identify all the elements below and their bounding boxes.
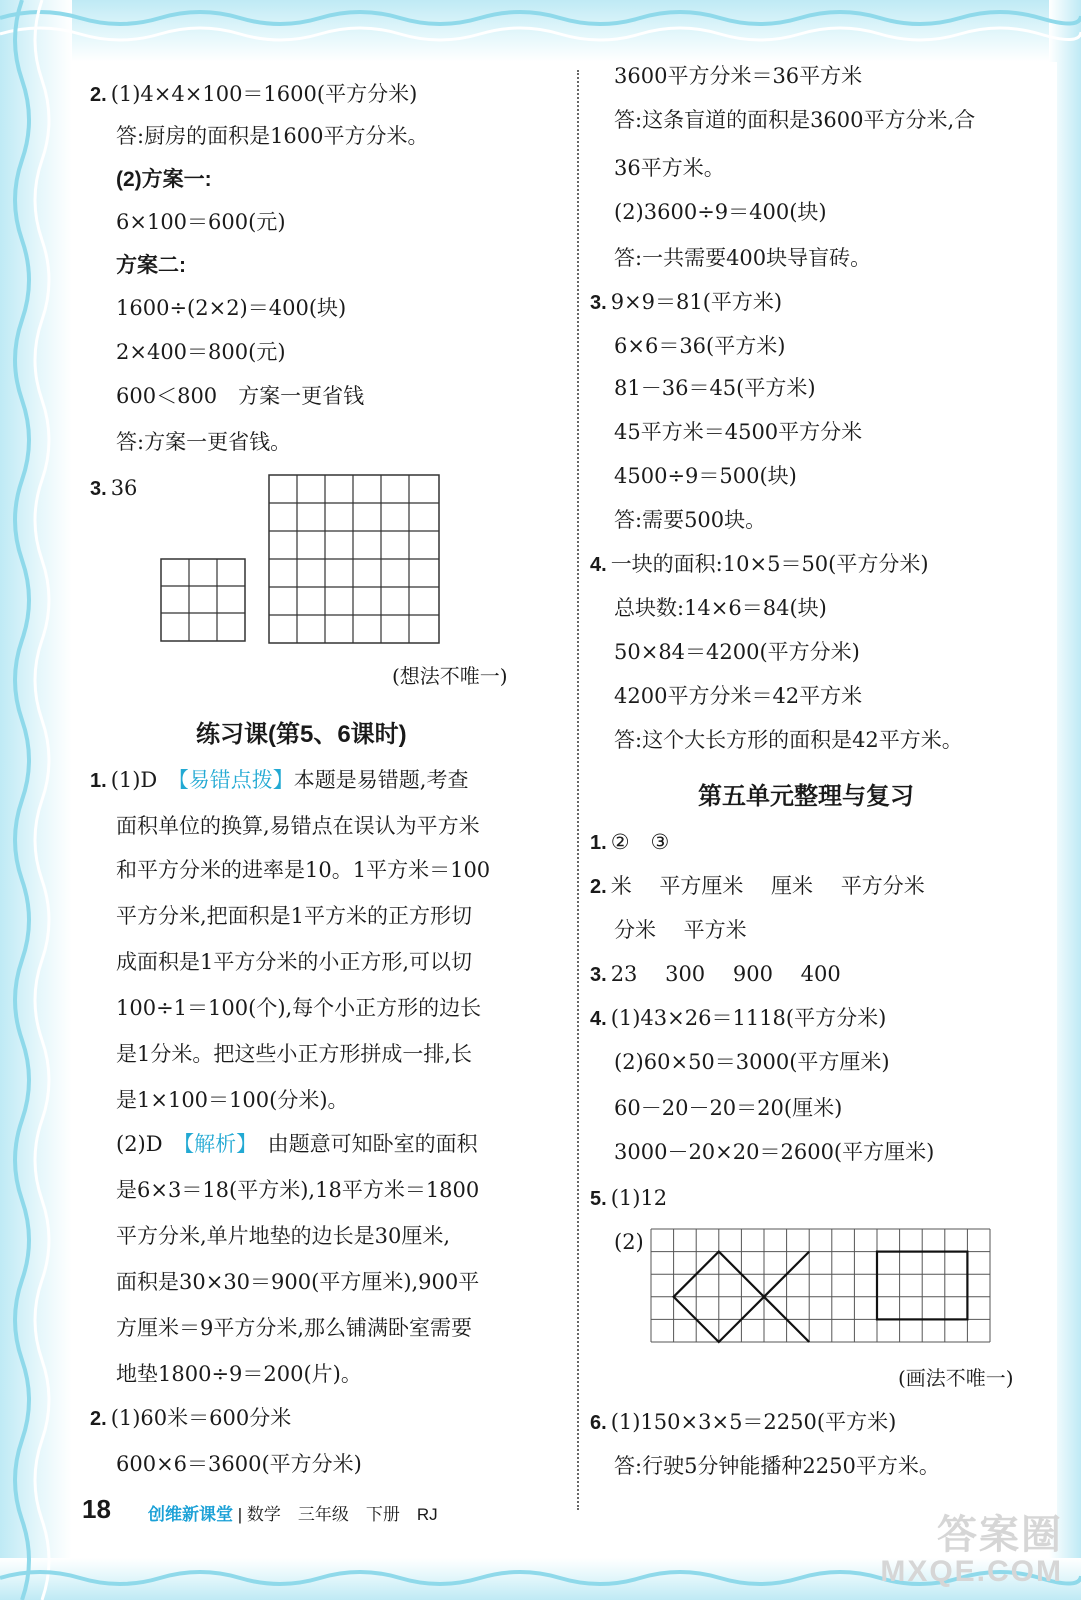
left-q2-line2: 答:厨房的面积是1600平方分米。 xyxy=(116,124,429,148)
right-q3-line2: 6×6＝36(平方米) xyxy=(614,334,786,358)
answer-text: (1)60米＝600分米 xyxy=(110,1406,292,1430)
right-line4: (2)3600÷9＝400(块) xyxy=(614,200,827,224)
right-q4-line4: 4200平方分米＝42平方米 xyxy=(614,684,863,708)
left-q2-line6: 1600÷(2×2)＝400(块) xyxy=(116,296,347,320)
right-s6-line1 xyxy=(590,1408,896,1437)
left-p1-line13: 方厘米＝9平方分米,那么铺满卧室需要 xyxy=(116,1316,473,1340)
right-q4-line5: 答:这个大长方形的面积是42平方米。 xyxy=(614,728,963,752)
left-q2-line3: (2)方案一: xyxy=(116,168,212,191)
right-s4-line2: (2)60×50＝3000(平方厘米) xyxy=(614,1050,890,1074)
left-p1-line5: 成面积是1平方分米的小正方形,可以切 xyxy=(116,950,473,974)
answer-text: ② ③ xyxy=(610,830,670,854)
footer-info: 创维新课堂 | 数学 三年级 下册 RJ xyxy=(148,1505,438,1524)
left-p1-line6: 100÷1＝100(个),每个小正方形的边长 xyxy=(116,996,482,1020)
question-number: 2. xyxy=(90,84,107,106)
question-number: 2. xyxy=(590,876,607,898)
answer-text: (1)4×4×100＝1600(平方分米) xyxy=(110,82,418,106)
large-square-grid-diagram xyxy=(268,474,440,644)
page-number: 18 xyxy=(82,1494,111,1524)
right-s3-line1 xyxy=(590,960,841,989)
left-p1-line10: 是6×3＝18(平方米),18平方米＝1800 xyxy=(116,1178,480,1202)
right-s5-line2: (2) xyxy=(614,1230,644,1254)
left-p1-line3: 和平方分米的进率是10。1平方米＝100 xyxy=(116,858,491,882)
left-q2-line5: 方案二: xyxy=(116,254,186,277)
left-q3-note: (想法不唯一) xyxy=(392,664,508,688)
shape-drawing-grid xyxy=(650,1228,990,1342)
right-line1: 3600平方分米＝36平方米 xyxy=(614,64,863,88)
right-s4-line4: 3000－20×20＝2600(平方厘米) xyxy=(614,1140,935,1164)
right-q4-line3: 50×84＝4200(平方分米) xyxy=(614,640,860,664)
answer-text: 36 xyxy=(110,476,138,500)
left-p1-line1 xyxy=(90,766,468,795)
right-s5-line1 xyxy=(590,1184,667,1213)
answer-text: 9×9＝81(平方米) xyxy=(610,290,783,314)
question-number: 2. xyxy=(90,1408,107,1430)
column-divider xyxy=(577,70,579,1510)
question-number: 1. xyxy=(90,770,107,792)
book-info: 数学 三年级 下册 RJ xyxy=(246,1505,438,1524)
question-number: 5. xyxy=(590,1188,607,1210)
left-q2-line9: 答:方案一更省钱。 xyxy=(116,430,292,454)
right-q3-line4: 45平方米＝4500平方分米 xyxy=(614,420,863,444)
left-p1-line2: 面积单位的换算,易错点在误认为平方米 xyxy=(116,814,480,838)
left-q2-line1 xyxy=(90,80,417,109)
answer-choice: (1)D xyxy=(110,768,158,792)
question-number: 4. xyxy=(590,554,607,576)
right-line2: 答:这条盲道的面积是3600平方分米,合 xyxy=(614,108,976,132)
answer-text: (1)150×3×5＝2250(平方米) xyxy=(610,1410,897,1434)
tip-tag: 【易错点拨】 xyxy=(178,769,294,792)
watermark xyxy=(880,1514,1063,1588)
left-p2-line1 xyxy=(90,1404,291,1433)
right-s6-line2: 答:行驶5分钟能播种2250平方米。 xyxy=(614,1454,940,1478)
right-s2-line2: 分米 平方米 xyxy=(614,918,747,942)
right-s4-line3: 60－20－20＝20(厘米) xyxy=(614,1096,843,1120)
left-p1-line7: 是1分米。把这些小正方形拼成一排,长 xyxy=(116,1042,473,1066)
left-p1-line12: 面积是30×30＝900(平方厘米),900平 xyxy=(116,1270,480,1294)
left-q3-line1 xyxy=(90,474,137,503)
right-q3-line6: 答:需要500块。 xyxy=(614,508,767,532)
answer-text: (1)12 xyxy=(610,1186,668,1210)
small-square-grid-diagram xyxy=(160,558,246,642)
answer-text: (1)43×26＝1118(平方分米) xyxy=(610,1006,887,1030)
brand-name: 创维新课堂 xyxy=(148,1505,233,1524)
answer-text: 本题是易错题,考查 xyxy=(293,768,469,792)
right-line3: 36平方米。 xyxy=(614,156,725,180)
right-q3-line1 xyxy=(590,288,782,317)
left-q2-line7: 2×400＝800(元) xyxy=(116,340,286,364)
question-number: 3. xyxy=(90,478,107,500)
right-s4-line1 xyxy=(590,1004,886,1033)
left-q2-line4: 6×100＝600(元) xyxy=(116,210,286,234)
right-q4-line1 xyxy=(590,550,929,579)
answer-text: 23 300 900 400 xyxy=(610,962,841,986)
answer-text: 由题意可知卧室的面积 xyxy=(267,1132,478,1156)
question-number: 4. xyxy=(590,1008,607,1030)
right-s1-line1 xyxy=(590,828,669,857)
left-p1-line4: 平方分米,把面积是1平方米的正方形切 xyxy=(116,904,473,928)
watermark-line1: 答案圈 xyxy=(937,1513,1063,1557)
right-q3-line3: 81－36＝45(平方米) xyxy=(614,376,816,400)
left-p2-line2: 600×6＝3600(平方分米) xyxy=(116,1452,362,1476)
question-number: 6. xyxy=(590,1412,607,1434)
left-wave-decoration xyxy=(0,0,70,1600)
left-q2-line8: 600＜800 方案一更省钱 xyxy=(116,384,365,408)
top-wave-decoration xyxy=(0,0,1081,60)
practice-section-title: 练习课(第5、6课时) xyxy=(196,721,407,748)
left-p1-line14: 地垫1800÷9＝200(片)。 xyxy=(116,1362,362,1386)
question-number: 3. xyxy=(590,292,607,314)
right-s5-note: (画法不唯一) xyxy=(898,1366,1014,1390)
left-p1-line8: 是1×100＝100(分米)。 xyxy=(116,1088,349,1112)
left-p1-line11: 平方分米,单片地垫的边长是30厘米, xyxy=(116,1224,451,1248)
right-q3-line5: 4500÷9＝500(块) xyxy=(614,464,797,488)
answer-text: 一块的面积:10×5＝50(平方分米) xyxy=(610,552,929,576)
analysis-tag: 【解析】 xyxy=(183,1133,247,1156)
question-number: 1. xyxy=(590,832,607,854)
right-q4-line2: 总块数:14×6＝84(块) xyxy=(614,596,827,620)
review-section-title: 第五单元整理与复习 xyxy=(698,783,914,810)
answer-text: 米 平方厘米 厘米 平方分米 xyxy=(610,874,925,898)
left-p1-line9 xyxy=(116,1130,478,1159)
watermark-line2: MXQE.COM xyxy=(880,1555,1063,1588)
answer-choice: (2)D xyxy=(116,1132,163,1156)
right-line5: 答:一共需要400块导盲砖。 xyxy=(614,246,872,270)
right-s2-line1 xyxy=(590,872,925,901)
question-number: 3. xyxy=(590,964,607,986)
